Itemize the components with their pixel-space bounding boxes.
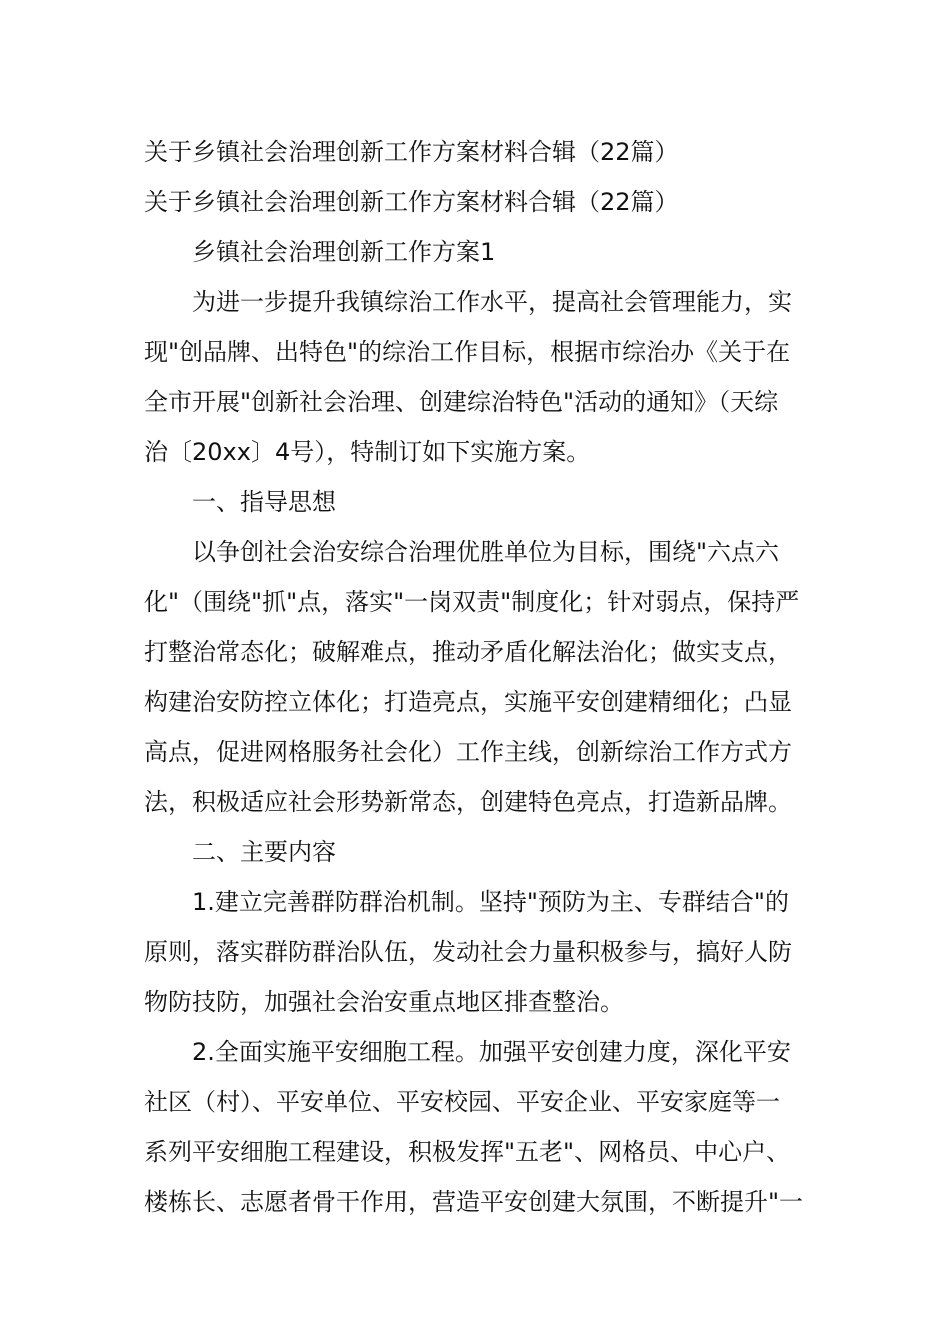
paragraph-line: 楼栋长、志愿者骨干作用，营造平安创建大氛围，不断提升"一 bbox=[144, 1188, 804, 1216]
paragraph-line: 物防技防，加强社会治安重点地区排查整治。 bbox=[144, 988, 624, 1016]
list-item bbox=[144, 877, 808, 1027]
paragraph-line: 1.建立完善群防群治机制。坚持"预防为主、专群结合"的 bbox=[192, 888, 789, 916]
paragraph-line: 治〔20xx〕4号），特制订如下实施方案。 bbox=[144, 438, 591, 466]
document-page bbox=[144, 127, 808, 1227]
paragraph-line: 法，积极适应社会形势新常态，创建特色亮点，打造新品牌。 bbox=[144, 788, 792, 816]
paragraph-line: 系列平安细胞工程建设，积极发挥"五老"、网格员、中心户、 bbox=[144, 1138, 791, 1166]
paragraph-line: 以争创社会治安综合治理优胜单位为目标，围绕"六点六 bbox=[192, 538, 780, 566]
section-paragraph bbox=[144, 527, 808, 827]
document-subtitle: 乡镇社会治理创新工作方案1 bbox=[192, 238, 496, 266]
paragraph-line: 现"创品牌、出特色"的综治工作目标，根据市综治办《关于在 bbox=[144, 338, 791, 366]
paragraph-line: 社区（村）、平安单位、平安校园、平安企业、平安家庭等一 bbox=[144, 1088, 780, 1116]
section-heading: 二、主要内容 bbox=[192, 838, 336, 866]
document-title: 关于乡镇社会治理创新工作方案材料合辑（22篇） bbox=[144, 138, 679, 166]
intro-paragraph bbox=[144, 277, 808, 477]
document-title-repeat: 关于乡镇社会治理创新工作方案材料合辑（22篇） bbox=[144, 188, 679, 216]
paragraph-line: 高点，促进网格服务社会化）工作主线，创新综治工作方式方 bbox=[144, 738, 792, 766]
paragraph-line: 构建治安防控立体化；打造亮点，实施平安创建精细化；凸显 bbox=[144, 688, 792, 716]
paragraph-line: 打整治常态化；破解难点，推动矛盾化解法治化；做实支点， bbox=[144, 638, 792, 666]
paragraph-line: 化"（围绕"抓"点，落实"一岗双责"制度化；针对弱点，保持严 bbox=[144, 588, 800, 616]
paragraph-line: 2.全面实施平安细胞工程。加强平安创建力度，深化平安 bbox=[192, 1038, 791, 1066]
paragraph-line: 为进一步提升我镇综治工作水平，提高社会管理能力，实 bbox=[192, 288, 792, 316]
list-item bbox=[144, 1027, 808, 1227]
paragraph-line: 原则，落实群防群治队伍，发动社会力量积极参与，搞好人防 bbox=[144, 938, 792, 966]
paragraph-line: 全市开展"创新社会治理、创建综治特色"活动的通知》（天综 bbox=[144, 388, 779, 416]
section-heading: 一、指导思想 bbox=[192, 488, 336, 516]
